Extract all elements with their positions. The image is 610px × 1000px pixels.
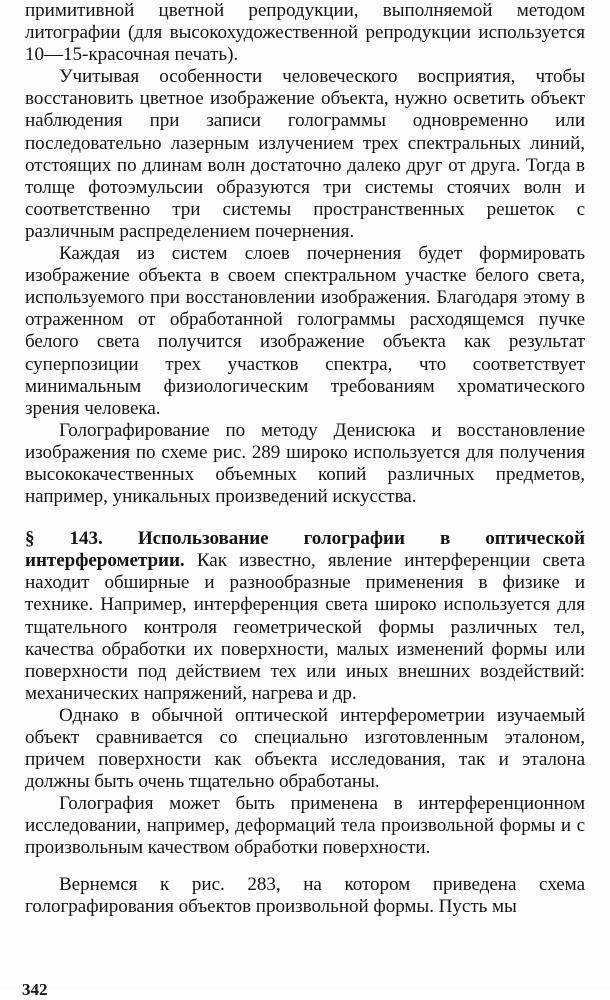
paragraph-4: Голографирование по методу Денисюка и восстановление изображения по схеме рис. 289 широко используется для получения высококачественных объемных копий различных предметов, например, уникальных произведений искусства. xyxy=(25,419,585,508)
paragraph-2: Учитывая особенности человеческого восприятия, чтобы восстановить цветное изображение объекта, нужно осветить объект наблюдения при записи голограммы одновременно или последовательно лазерным излучением трех спектральных линий, отстоящих по длинам волн достаточно далеко друг от друга. Тогда в толще фотоэмульсии образуются три системы стоячих волн и соответственно три системы пространственных решеток с различным распределением почернения. xyxy=(25,66,585,242)
paragraph-8: Вернемся к рис. 283, на котором приведена схема голографирования объектов произвольной формы. Пусть мы xyxy=(25,873,585,917)
page-body xyxy=(25,0,585,918)
paragraph-6: Однако в обычной оптической интерферометрии изучаемый объект сравнивается со специально изготовленным эталоном, причем поверхности как объекта исследования, так и эталона должны быть очень тщательно обработаны. xyxy=(25,704,585,793)
paragraph-3: Каждая из систем слоев почернения будет формировать изображение объекта в своем спектральном участке белого света, используемого при восстановлении изображения. Благодаря этому в отраженном от обработанной голограммы расходящемся пучке белого света получится изображение объекта как результат суперпозиции трех участков спектра, что соответствует минимальным физиологическим требованиям хроматического зрения человека. xyxy=(25,243,585,419)
section-text: Как известно, явление интерференции света находит обширные и разнообразные применения в физике и технике. Например, интерференция света широко используется для тщательного контроля геометрической формы различных тел, качества обработки их поверхности, малых изменений формы или поверхности под действием тех или иных внешних воздействий: механических напряжений, нагрева и др. xyxy=(25,550,585,704)
page-number: 342 xyxy=(22,980,48,999)
paragraph-1: примитивной цветной репродукции, выполняемой методом литографии (для высокохудожественной репродукции используется 10—15-красочная печать). xyxy=(25,0,585,66)
section-heading: § 143. Использование голографии в оптической интерферометрии. xyxy=(25,528,585,572)
section-143-paragraph xyxy=(25,528,585,705)
paragraph-7: Голография может быть применена в интерференционном исследовании, например, деформаций тела произвольной формы и с произвольным качеством обработки поверхности. xyxy=(25,793,585,859)
